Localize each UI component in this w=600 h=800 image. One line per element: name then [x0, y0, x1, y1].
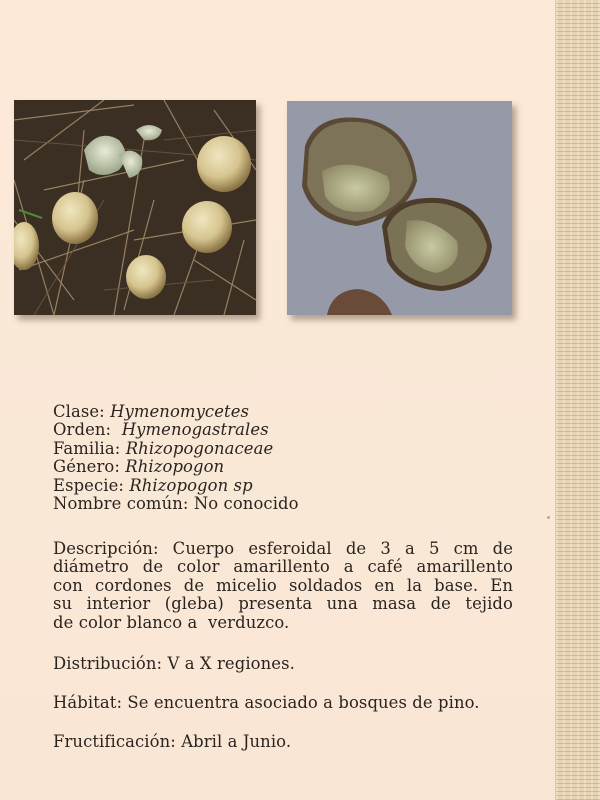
description-line: diámetro de color amarillento a café amarillento [53, 557, 513, 577]
textured-margin-strip [555, 0, 600, 800]
photo-habitat [14, 100, 256, 315]
description-line: su interior (gleba) presenta una masa de tejido [53, 594, 513, 614]
habitat-text: Hábitat: Se encuentra asociado a bosques de pino. [53, 693, 480, 712]
taxonomy-section [53, 403, 513, 513]
photo-cross-section [287, 101, 512, 315]
specimen-cross-section-image [287, 101, 512, 315]
distribution-text: Distribución: V a X regiones. [53, 654, 295, 673]
description-paragraph [53, 540, 513, 632]
description-line: Descripción: Cuerpo esferoidal de 3 a 5 cm de [53, 539, 513, 558]
taxonomy-species: Especie: Rhizopogon sp [53, 475, 253, 495]
taxonomy-order: Orden: Hymenogastrales [53, 420, 269, 440]
description-line: de color blanco a verduzco. [53, 612, 290, 632]
scan-speck [547, 516, 550, 519]
mushroom-habitat-image [14, 100, 256, 315]
taxonomy-genus: Género: Rhizopogon [53, 457, 225, 477]
fructification-text: Fructificación: Abril a Junio. [53, 732, 292, 751]
taxonomy-common-name: Nombre común: No conocido [53, 494, 299, 514]
taxonomy-family: Familia: Rhizopogonaceae [53, 438, 274, 458]
taxonomy-class: Clase: Hymenomycetes [53, 402, 250, 421]
description-line: con cordones de micelio soldados en la base. En [53, 575, 513, 595]
